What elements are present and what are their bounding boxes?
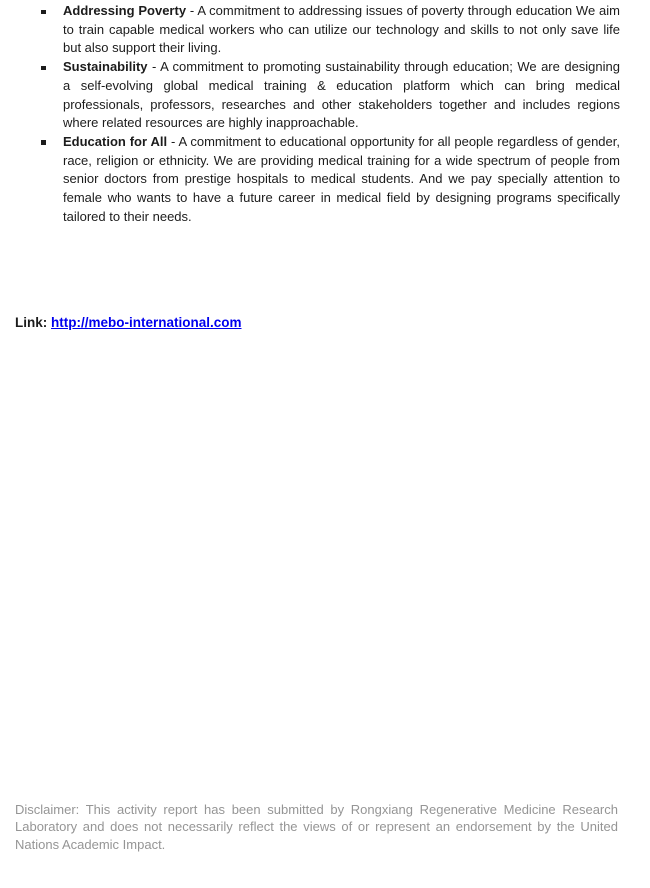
bullet-text: - A commitment to promoting sustainability through education; We are designing a self-evolving global medical training & education platform which can bring medical professionals, professors, researches and other stakeholders together and includes regions where related resources are highly inapproachable. xyxy=(63,59,620,131)
bullet-title: Addressing Poverty xyxy=(63,3,187,18)
bullet-text: - A commitment to educational opportunity for all people regardless of gender, race, religion or ethnicity. We are providing medical training for a wide spectrum of people from senior doctors from prestige hospitals to medical students. And we pay specially attention to female who wants to have a future career in medical field by designing programs specifically tailored to their needs. xyxy=(63,133,620,224)
list-item xyxy=(40,58,620,133)
square-bullet-icon xyxy=(41,66,46,71)
link-label: Link: xyxy=(15,314,48,330)
bullet-text: - A commitment to addressing issues of poverty through education We aim to train capable medical workers who can utilize our technology and skills to not only save life but also support their living. xyxy=(63,3,620,56)
bullet-title: Education for All xyxy=(63,133,168,149)
square-bullet-icon xyxy=(41,10,46,15)
link-url[interactable]: http://mebo-international.com xyxy=(51,314,242,330)
list-item xyxy=(40,2,620,58)
list-item xyxy=(40,133,620,227)
disclaimer-text: Disclaimer: This activity report has been submitted by Rongxiang Regenerative Medicine Research Laboratory and does not necessarily reflect the views of or represent an endorsement by the United Nations Academic Impact. xyxy=(15,802,618,852)
commitments-list xyxy=(40,2,620,226)
bullet-title: Sustainability xyxy=(63,59,148,75)
link-line xyxy=(15,314,242,331)
square-bullet-icon xyxy=(41,140,46,145)
